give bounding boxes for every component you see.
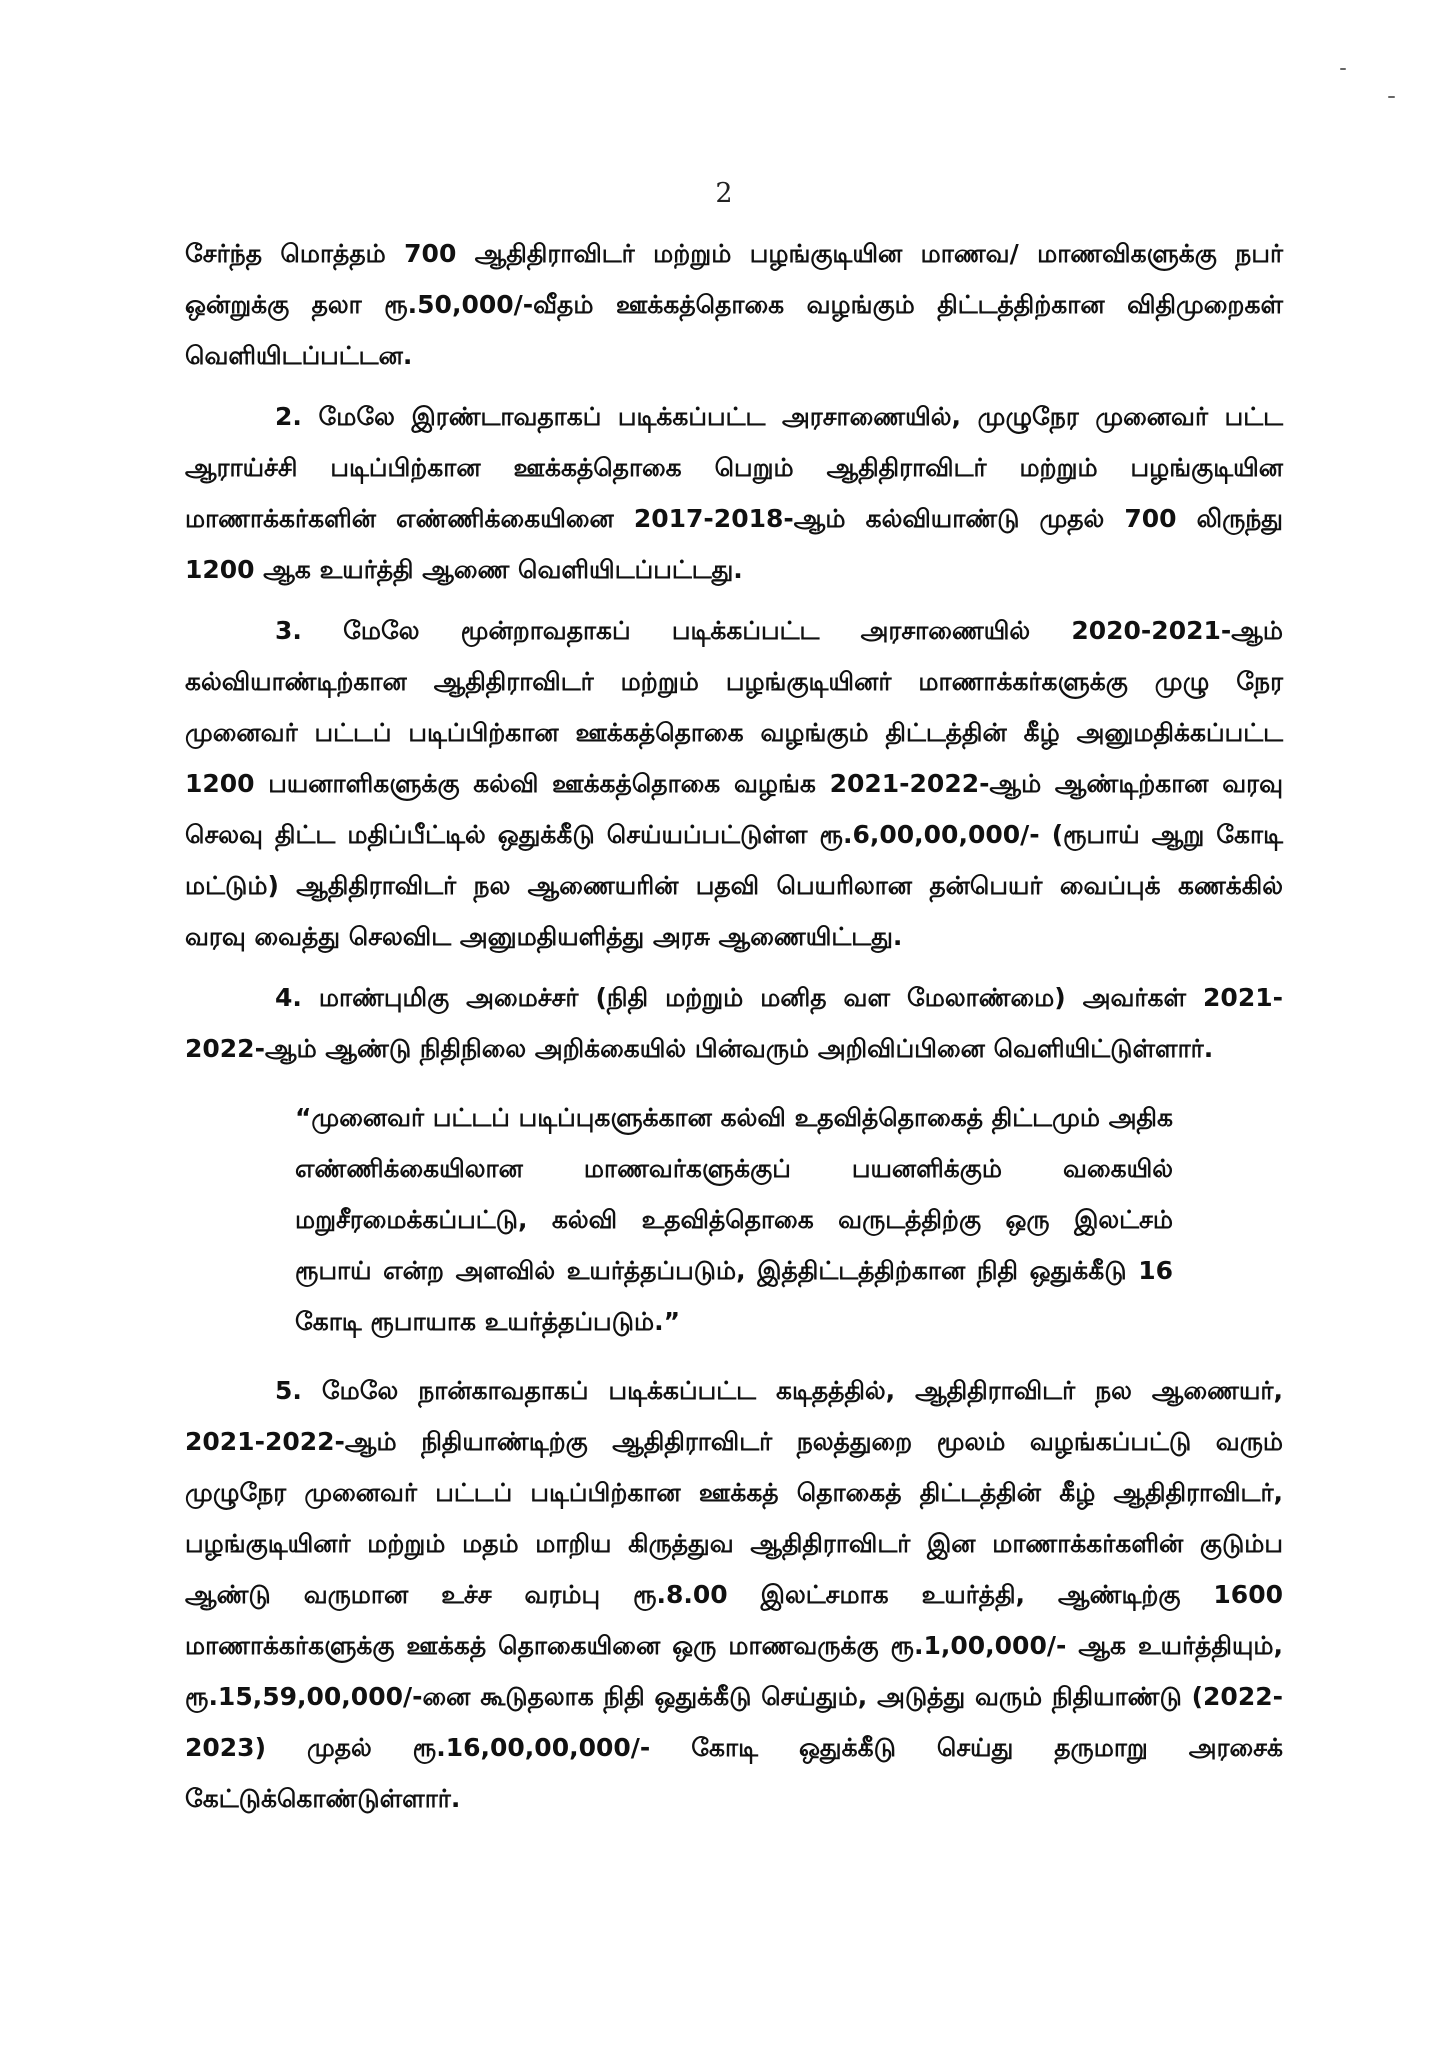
paragraph-3: 3. மேலே மூன்றாவதாகப் படிக்கப்பட்ட அரசாணையில் 2020-2021-ஆம் கல்வியாண்டிற்கான ஆதிதிராவிடர் மற்றும் பழங்குடியினர் மாணாக்கர்களுக்கு முழு நேர முனைவர் பட்டப் படிப்பிற்கான ஊக்கத்தொகை வழங்கும் திட்டத்தின் கீழ் அனுமதிக்கப்பட்ட 1200 பயனாளிகளுக்கு கல்வி ஊக்கத்தொகை வழங்க 2021-2022-ஆம் ஆண்டிற்கான வரவு செலவு திட்ட மதிப்பீட்டில் ஒதுக்கீடு செய்யப்பட்டுள்ள ரூ.6,00,00,000/- (ரூபாய் ஆறு கோடி மட்டும்) ஆதிதிராவிடர் நல ஆணையரின் பதவி பெயரிலான தன்பெயர் வைப்புக் கணக்கில் வரவு வைத்து செலவிட அனுமதியளித்து அரசு ஆணையிட்டது. — [185, 616, 1283, 951]
page-number: 2 — [715, 178, 733, 209]
budget-speech-quote: “முனைவர் பட்டப் படிப்புகளுக்கான கல்வி உதவித்தொகைத் திட்டமும் அதிக எண்ணிக்கையிலான மாணவர்களுக்குப் பயனளிக்கும் வகையில் மறுசீரமைக்கப்பட்டு, கல்வி உதவித்தொகை வருடத்திற்கு ஒரு இலட்சம் ரூபாய் என்ற அளவில் உயர்த்தப்படும், இத்திட்டத்திற்கான நிதி ஒதுக்கீடு 16 கோடி ரூபாயாக உயர்த்தப்படும்.” — [295, 1103, 1173, 1336]
paragraph-4: 4. மாண்புமிகு அமைச்சர் (நிதி மற்றும் மனித வள மேலாண்மை) அவர்கள் 2021-2022-ஆம் ஆண்டு நிதிநிலை அறிக்கையில் பின்வரும் அறிவிப்பினை வெளியிட்டுள்ளார். — [185, 983, 1283, 1063]
scan-speck — [1340, 68, 1346, 70]
paragraph-2: 2. மேலே இரண்டாவதாகப் படிக்கப்பட்ட அரசாணையில், முழுநேர முனைவர் பட்ட ஆராய்ச்சி படிப்பிற்கான ஊக்கத்தொகை பெறும் ஆதிதிராவிடர் மற்றும் பழங்குடியின மாணாக்கர்களின் எண்ணிக்கையினை 2017-2018-ஆம் கல்வியாண்டு முதல் 700 லிருந்து 1200 ஆக உயர்த்தி ஆணை வெளியிடப்பட்டது. — [185, 402, 1283, 584]
paragraph-1: சேர்ந்த மொத்தம் 700 ஆதிதிராவிடர் மற்றும் பழங்குடியின மாணவ/ மாணவிகளுக்கு நபர் ஒன்றுக்கு தலா ரூ.50,000/-வீதம் ஊக்கத்தொகை வழங்கும் திட்டத்திற்கான விதிமுறைகள் வெளியிடப்பட்டன. — [185, 239, 1283, 370]
paragraph-5: 5. மேலே நான்காவதாகப் படிக்கப்பட்ட கடிதத்தில், ஆதிதிராவிடர் நல ஆணையர், 2021-2022-ஆம் நிதியாண்டிற்கு ஆதிதிராவிடர் நலத்துறை மூலம் வழங்கப்பட்டு வரும் முழுநேர முனைவர் பட்டப் படிப்பிற்கான ஊக்கத் தொகைத் திட்டத்தின் கீழ் ஆதிதிராவிடர், பழங்குடியினர் மற்றும் மதம் மாறிய கிருத்துவ ஆதிதிராவிடர் இன மாணாக்கர்களின் குடும்ப ஆண்டு வருமான உச்ச வரம்பு ரூ.8.00 இலட்சமாக உயர்த்தி, ஆண்டிற்கு 1600 மாணாக்கர்களுக்கு ஊக்கத் தொகையினை ஒரு மாணவருக்கு ரூ.1,00,000/- ஆக உயர்த்தியும், ரூ.15,59,00,000/-னை கூடுதலாக நிதி ஒதுக்கீடு செய்தும், அடுத்து வரும் நிதியாண்டு (2022-2023) முதல் ரூ.16,00,00,000/- கோடி ஒதுக்கீடு செய்து தருமாறு அரசைக் கேட்டுக்கொண்டுள்ளார். — [185, 1376, 1283, 1813]
scan-speck — [1388, 96, 1395, 98]
document-body — [185, 228, 1283, 1824]
